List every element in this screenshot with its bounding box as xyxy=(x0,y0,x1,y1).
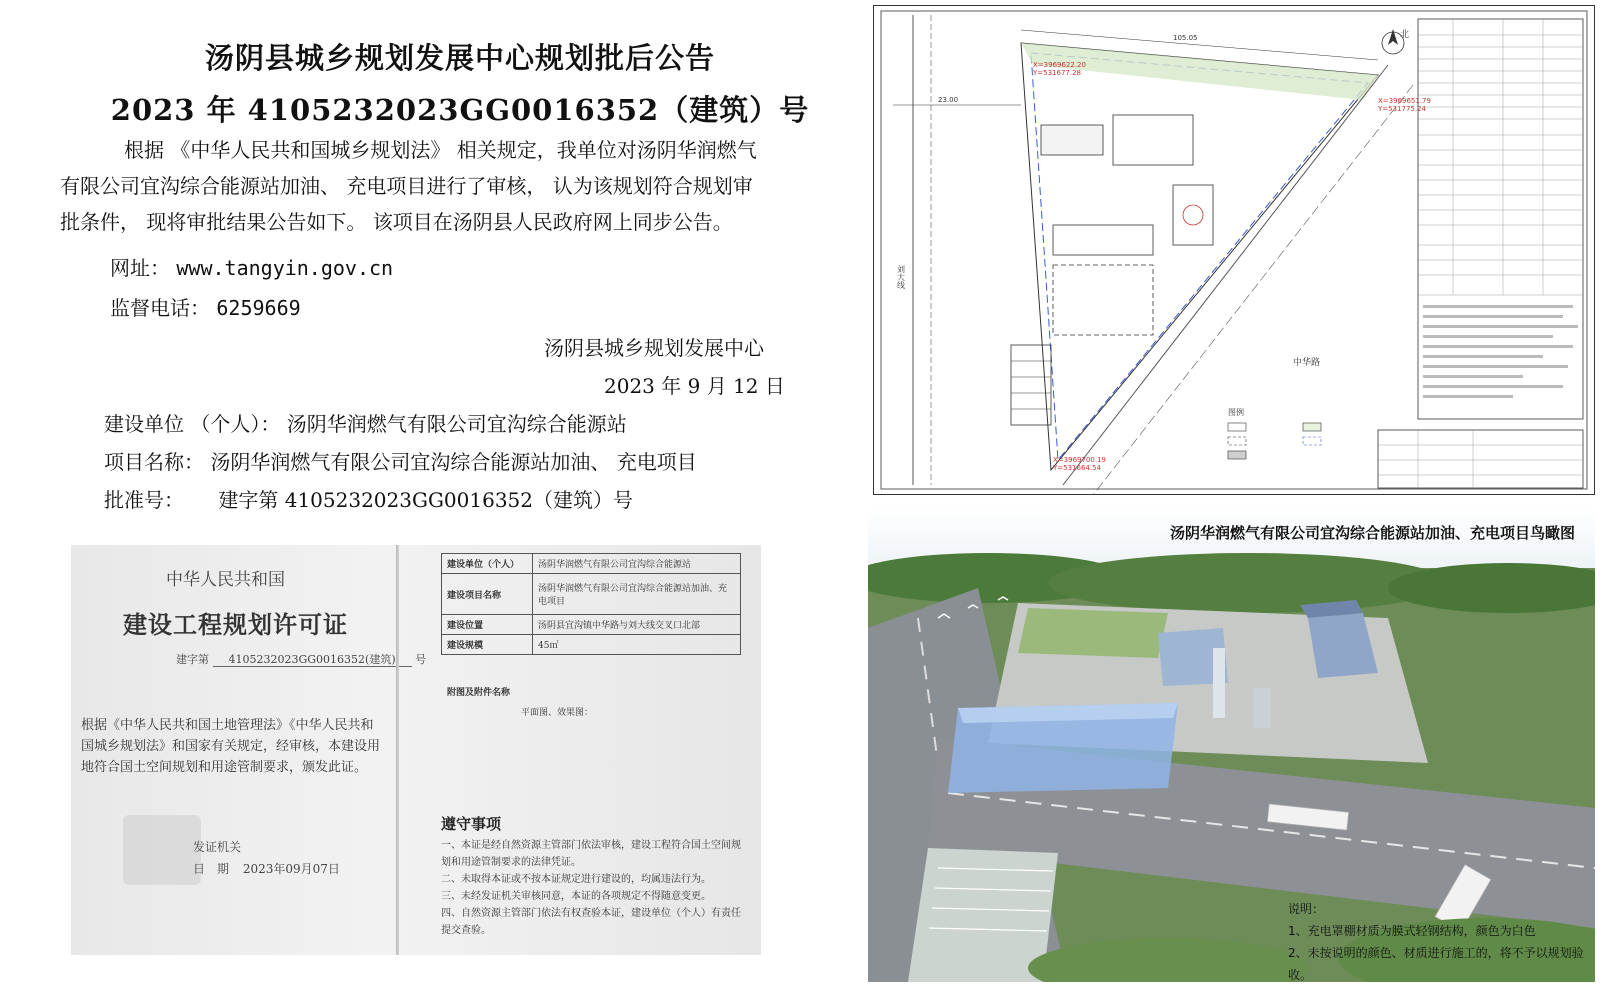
list-item: 三、未经发证机关审核同意，本证的各项规定不得随意变更。 xyxy=(441,891,711,902)
announcement-number: 2023 年 4105232023GG0016352（建筑）号 xyxy=(110,93,810,127)
permit-date: 2023年09月07日 xyxy=(242,862,340,876)
table-key: 建设项目名称 xyxy=(442,574,533,615)
permit-number: 4105232023GG0016352(建筑) xyxy=(213,653,412,667)
unit-value: 汤阴华润燃气有限公司宜沟综合能源站 xyxy=(286,412,627,436)
note-label: 说明： xyxy=(1288,902,1325,916)
aerial-title: 汤阴华润燃气有限公司宜沟综合能源站加油、充电项目鸟瞰图 xyxy=(1169,524,1575,542)
website-row xyxy=(110,252,393,281)
coordinate-b: X=3969651.79 xyxy=(1378,97,1431,105)
phone-label: 监督电话： xyxy=(110,296,210,320)
note-1: 1、充电罩棚材质为膜式轻钢结构，颜色为白色 xyxy=(1288,924,1536,938)
approval-value: 建字第 4105232023GG0016352（建筑）号 xyxy=(218,488,633,512)
coordinate-a-y: Y=531677.28 xyxy=(1033,69,1081,77)
permit-left-page xyxy=(71,545,427,955)
unit-label: 建设单位 （个人）： xyxy=(104,412,281,436)
permit-legal-text: 根据《中华人民共和国土地管理法》《中华人民共和国城乡规划法》和国家有关规定，经审核，本建设用地符合国土空间规划和用途管制要求，颁发此证。 xyxy=(81,718,381,775)
table-row xyxy=(442,635,741,655)
attachment-label: 附图及附件名称 xyxy=(447,688,511,698)
list-item: 一、本证是经自然资源主管部门依法审核，建设工程符合国土空间规划和用途管制要求的法律凭证。 xyxy=(441,840,741,868)
phone-row xyxy=(110,292,301,321)
dimension-left: 23.00 xyxy=(938,96,959,104)
table-key: 建设规模 xyxy=(442,635,533,655)
body-line-3: 批条件， 现将审批结果公告如下。 该项目在汤阴县人民政府网上同步公告。 xyxy=(60,210,733,234)
project-row xyxy=(104,446,697,475)
issuer-signature: 汤阴县城乡规划发展中心 xyxy=(544,336,764,360)
website-link[interactable]: www.tangyin.gov.cn xyxy=(176,256,394,280)
permit-date-row xyxy=(193,860,340,877)
permit-number-row xyxy=(176,651,426,667)
issue-date: 2023 年 9 月 12 日 xyxy=(604,374,785,398)
approval-row xyxy=(104,484,633,513)
announcement-title: 汤阴县城乡规划发展中心规划批后公告 xyxy=(204,41,715,75)
table-row xyxy=(442,554,741,574)
table-row xyxy=(442,574,741,615)
rules-title: 遵守事项 xyxy=(441,815,502,833)
road-label-diagonal: 中华路 xyxy=(1293,358,1321,368)
planning-permit-photo xyxy=(71,545,761,955)
rules-list xyxy=(441,837,741,939)
permit-number-prefix: 建字第 xyxy=(176,653,209,666)
permit-issuer-label: 发证机关 xyxy=(193,840,242,854)
permit-fold xyxy=(396,545,399,955)
permit-right-page xyxy=(401,545,761,955)
coordinate-c: X=3969700.19 xyxy=(1053,456,1106,464)
table-value: 汤阴县宜沟镇中华路与刘大线交叉口北部 xyxy=(533,615,741,635)
body-line-1: 根据 《中华人民共和国城乡规划法》 相关规定，我单位对汤阴华润燃气 xyxy=(124,138,757,162)
permit-table xyxy=(441,553,741,655)
dimension-top: 105.05 xyxy=(1173,34,1198,42)
body-line-2: 有限公司宜沟综合能源站加油、 充电项目进行了审核， 认为该规划符合规划审 xyxy=(60,174,753,198)
permit-number-suffix: 号 xyxy=(415,653,427,666)
table-value: 45㎡ xyxy=(533,635,741,655)
aerial-notes xyxy=(1288,898,1595,982)
coordinate-a: X=3969622.20 xyxy=(1033,61,1086,69)
coordinate-c-y: Y=531664.54 xyxy=(1053,464,1101,472)
road-label-left: 刘大线 xyxy=(896,265,906,289)
table-key: 建设位置 xyxy=(442,615,533,635)
website-label: 网址： xyxy=(110,256,170,280)
approval-label: 批准号： xyxy=(104,488,184,512)
site-plan-drawing xyxy=(873,5,1595,495)
table-value: 汤阴华润燃气有限公司宜沟综合能源站 xyxy=(533,554,741,574)
table-key: 建设单位（个人） xyxy=(442,554,533,574)
permit-title: 建设工程规划许可证 xyxy=(123,610,348,639)
aerial-view-render xyxy=(868,508,1595,982)
announcement-body xyxy=(60,132,860,240)
permit-date-label: 日 期 xyxy=(193,862,230,876)
project-label: 项目名称： xyxy=(104,450,204,474)
note-2: 2、未按说明的颜色、材质进行施工的，将不予以规划验收。 xyxy=(1288,946,1584,982)
north-label: 北 xyxy=(1400,30,1410,40)
legend-title: 图例 xyxy=(1228,408,1244,417)
list-item: 四、自然资源主管部门依法有权查验本证，建设单位（个人）有责任提交查验。 xyxy=(441,908,741,936)
coordinate-b-y: Y=531775.24 xyxy=(1378,105,1426,113)
attachment-value: 平面图、效果图： xyxy=(521,708,594,718)
project-value: 汤阴华润燃气有限公司宜沟综合能源站加油、 充电项目 xyxy=(210,450,697,474)
permit-country: 中华人民共和国 xyxy=(166,570,285,590)
unit-row xyxy=(104,408,627,437)
phone-value: 6259669 xyxy=(216,296,301,320)
table-row xyxy=(442,615,741,635)
official-seal xyxy=(123,815,201,885)
list-item: 二、未取得本证或不按本证规定进行建设的，均属违法行为。 xyxy=(441,874,711,885)
table-value: 汤阴华润燃气有限公司宜沟综合能源站加油、充电项目 xyxy=(533,574,741,615)
